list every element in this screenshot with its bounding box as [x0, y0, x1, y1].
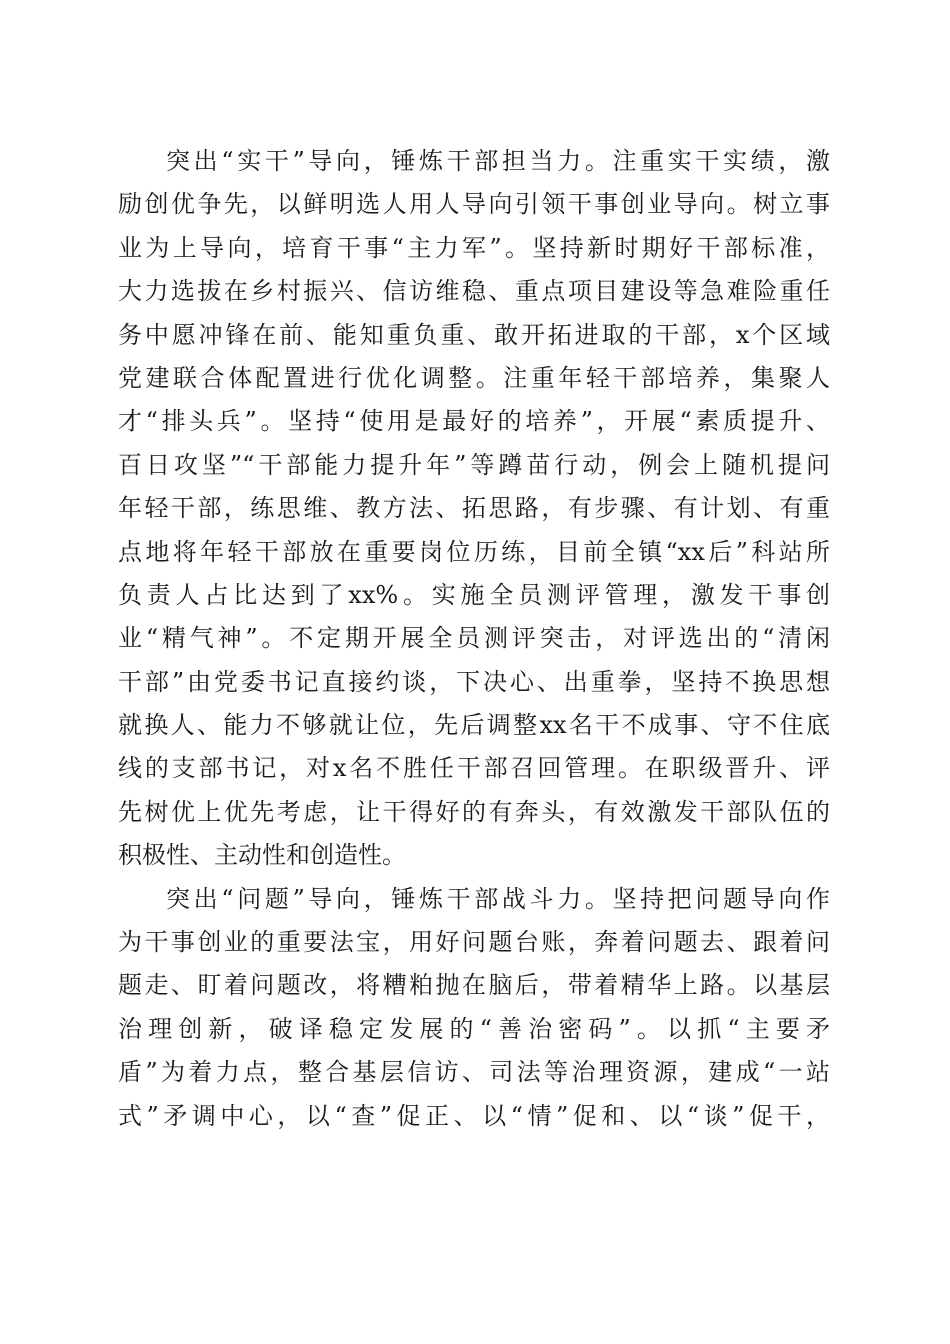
- paragraph-line: 点地将年轻干部放在重要岗位历练，目前全镇“xx后”科站所: [118, 537, 830, 566]
- paragraph-line: 干部”由党委书记直接约谈，下决心、出重拳，坚持不换思想: [118, 667, 830, 696]
- paragraph-line: 式”矛调中心，以“查”促正、以“情”促和、以“谈”促干，: [118, 1101, 830, 1130]
- paragraph-line: 党建联合体配置进行优化调整。注重年轻干部培养，集聚人: [118, 363, 830, 392]
- paragraph-2: [118, 878, 830, 1138]
- paragraph-line: 业为上导向，培育干事“主力军”。坚持新时期好干部标准，: [118, 233, 830, 262]
- paragraph-line: 突出“实干”导向，锤炼干部担当力。注重实干实绩，激: [166, 147, 830, 175]
- paragraph-line: 线的支部书记，对x名不胜任干部召回管理。在职级晋升、评: [118, 754, 830, 783]
- paragraph-line: 负责人占比达到了xx%。实施全员测评管理，激发干事创: [118, 580, 830, 609]
- paragraph-line: 治理创新，破译稳定发展的“善治密码”。以抓“主要矛: [118, 1014, 830, 1043]
- paragraph-1: [118, 140, 830, 878]
- paragraph-line: 百日攻坚”“干部能力提升年”等蹲苗行动，例会上随机提问: [118, 450, 830, 479]
- paragraph-line: 才“排头兵”。坚持“使用是最好的培养”，开展“素质提升、: [118, 407, 830, 436]
- paragraph-line: 业“精气神”。不定期开展全员测评突击，对评选出的“清闲: [118, 624, 830, 653]
- paragraph-line: 年轻干部，练思维、教方法、拓思路，有步骤、有计划、有重: [118, 494, 830, 523]
- paragraph-line: 积极性、主动性和创造性。: [118, 841, 406, 870]
- paragraph-line: 题走、盯着问题改，将糟粕抛在脑后，带着精华上路。以基层: [118, 971, 830, 1000]
- paragraph-line: 先树优上优先考虑，让干得好的有奔头，有效激发干部队伍的: [118, 797, 830, 826]
- paragraph-line: 励创优争先，以鲜明选人用人导向引领干事创业导向。树立事: [118, 190, 830, 219]
- paragraph-line: 就换人、能力不够就让位，先后调整xx名干不成事、守不住底: [118, 711, 830, 740]
- paragraph-line: 突出“问题”导向，锤炼干部战斗力。坚持把问题导向作: [166, 884, 830, 913]
- document-body: [118, 140, 830, 1138]
- paragraph-line: 务中愿冲锋在前、能知重负重、敢开拓进取的干部，x个区域: [118, 320, 830, 349]
- paragraph-line: 盾”为着力点，整合基层信访、司法等治理资源，建成“一站: [118, 1058, 830, 1087]
- paragraph-line: 为干事创业的重要法宝，用好问题台账，奔着问题去、跟着问: [118, 928, 830, 957]
- paragraph-line: 大力选拔在乡村振兴、信访维稳、重点项目建设等急难险重任: [118, 277, 830, 306]
